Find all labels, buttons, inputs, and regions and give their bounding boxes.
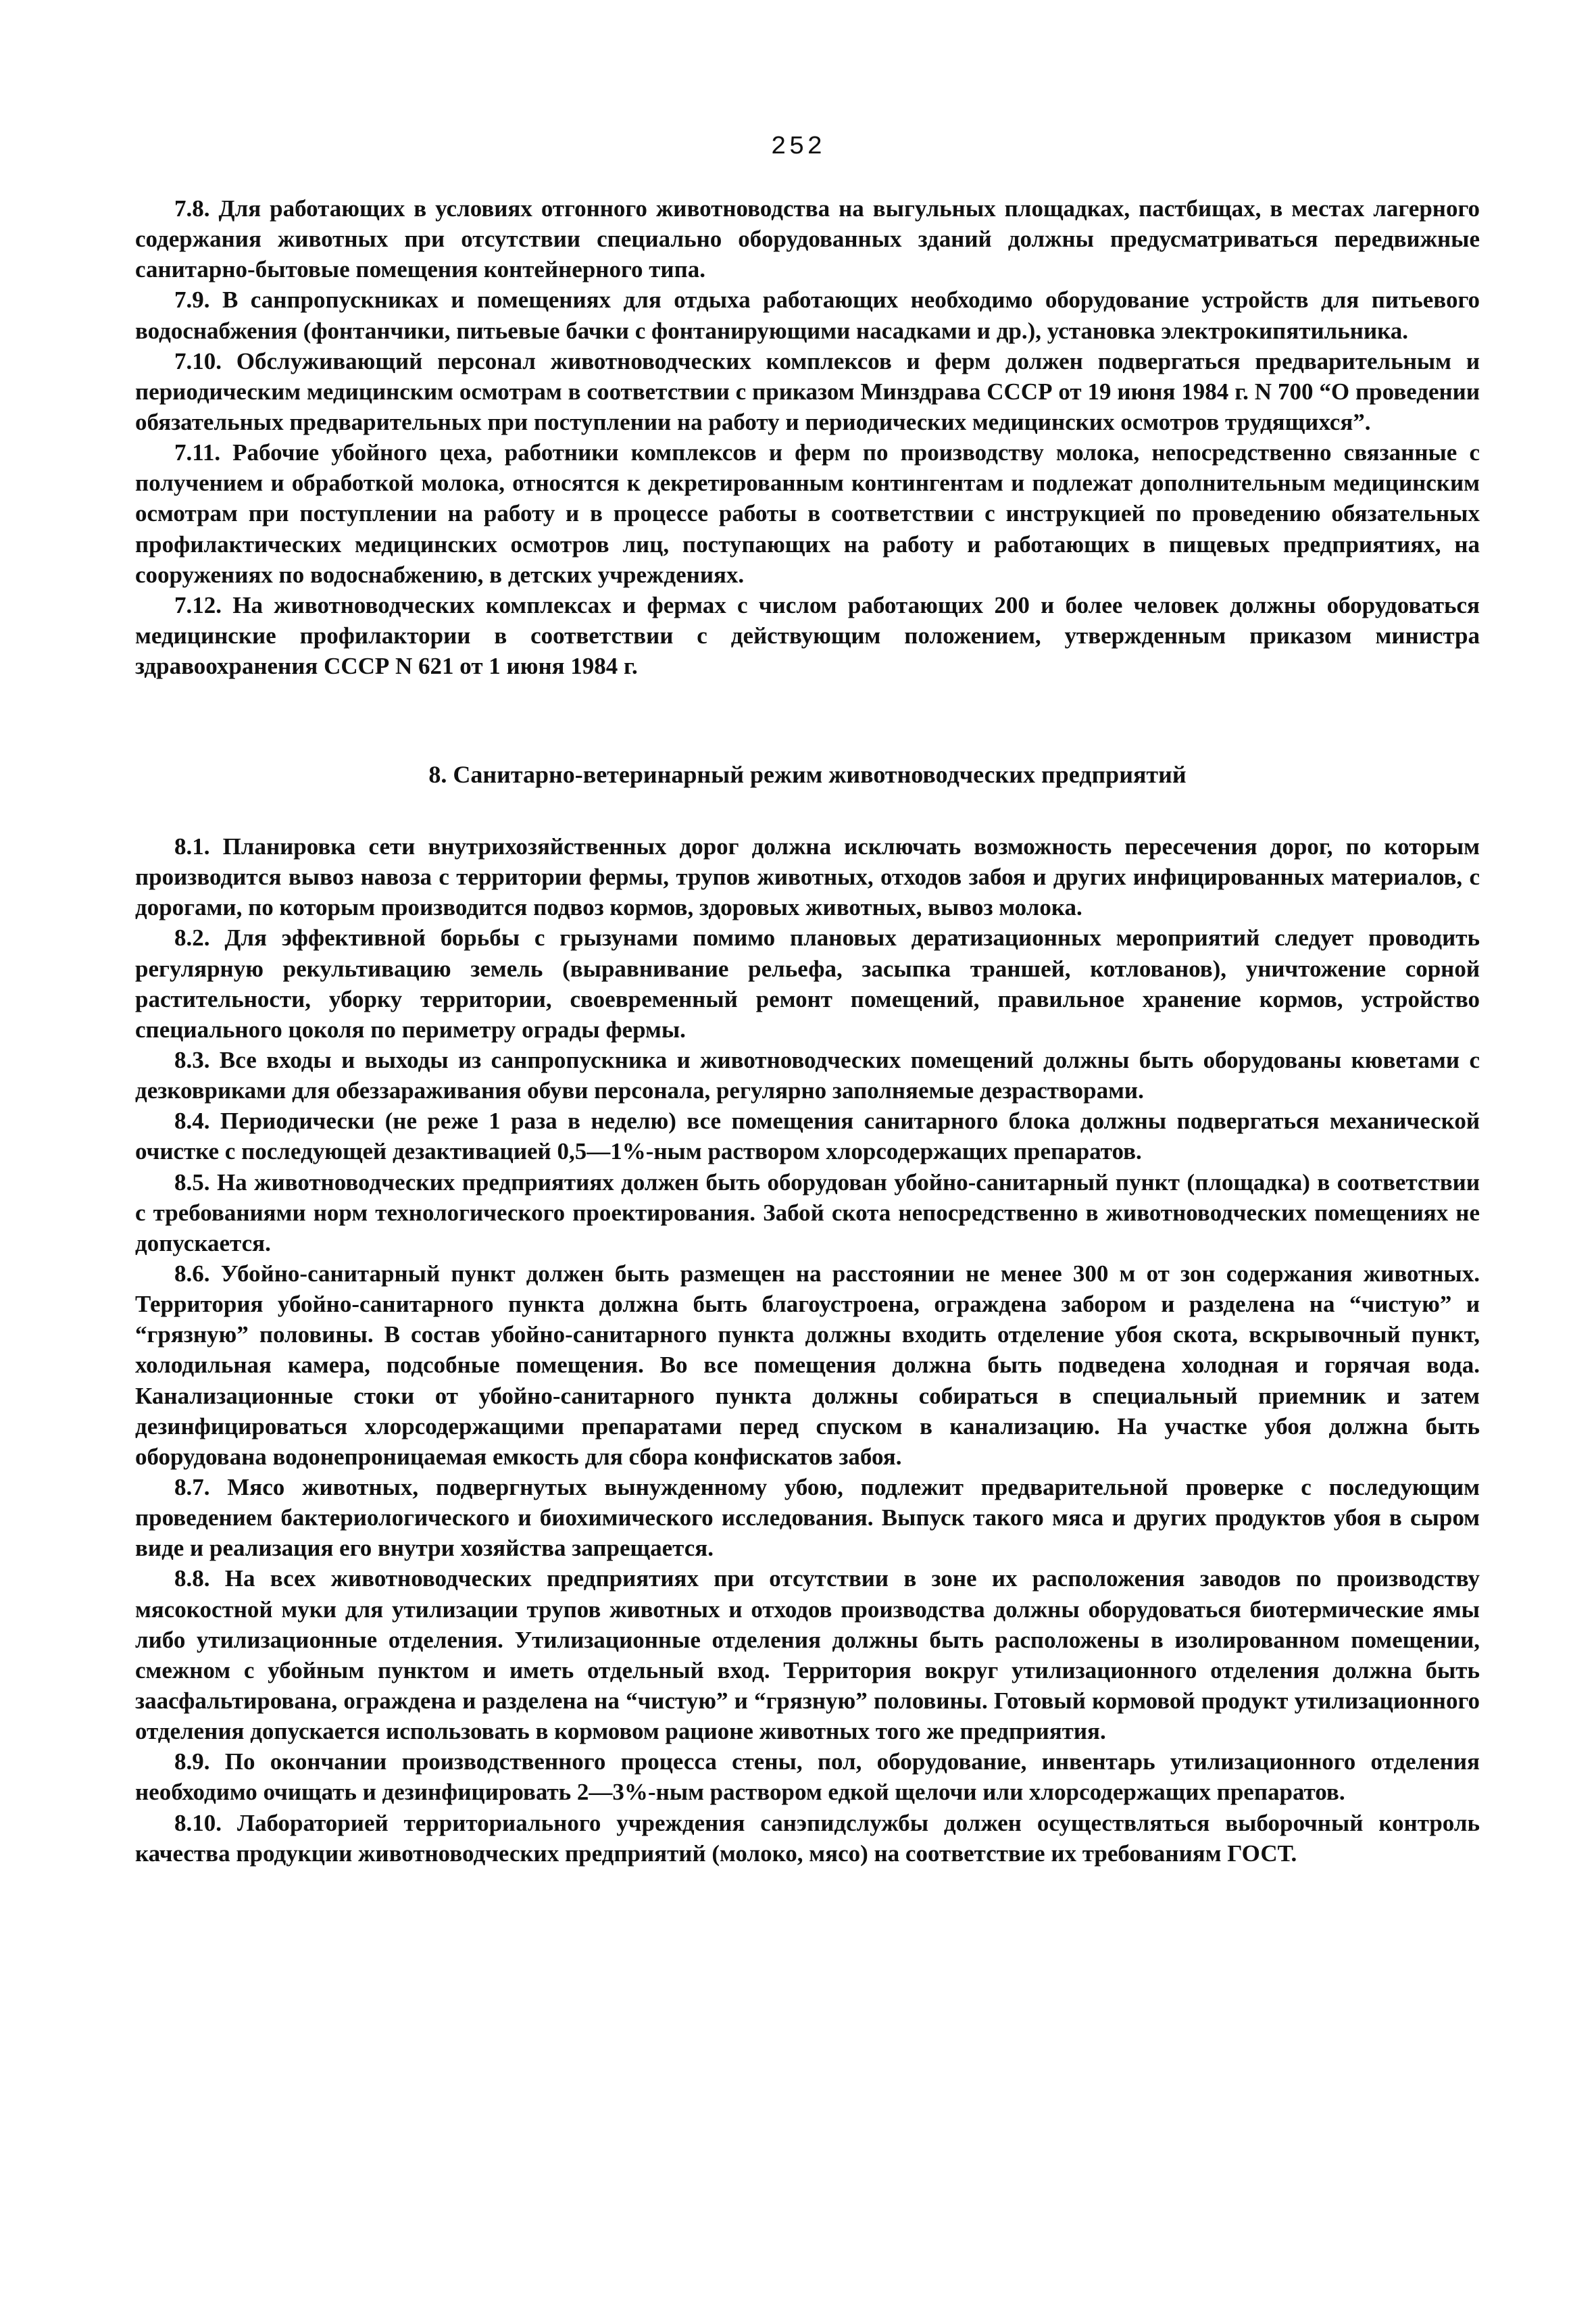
paragraph-8-4: 8.4. Периодически (не реже 1 раза в неделю) все помещения санитарного блока должны подвергаться механической очистке с последующей дезактивацией 0,5—1%-ным раствором хлорсодержащих препаратов. — [135, 1108, 1480, 1165]
paragraph-8-9: 8.9. По окончании производственного процесса стены, пол, оборудование, инвентарь утилизационного отделения необходимо очищать и дезинфицировать 2—3%-ным раствором едкой щелочи или хлорсодержащих препаратов. — [135, 1748, 1480, 1806]
paragraph-8-10: 8.10. Лабораторией территориального учреждения санэпидслужбы должен осуществляться выборочный контроль качества продукции животноводческих предприятий (молоко, мясо) на соответствие их требованиям ГОСТ. — [135, 1809, 1480, 1867]
paragraph-8-5: 8.5. На животноводческих предприятиях должен быть оборудован убойно-санитарный пункт (площадка) в соответствии с требованиями норм технологического проектирования. Забой скота непосредственно в животноводческих помещениях не допускается. — [135, 1168, 1480, 1256]
page-number: 252 — [770, 132, 826, 162]
paragraph-8-6: 8.6. Убойно-санитарный пункт должен быть размещен на расстоянии не менее 300 м от зон содержания животных. Территория убойно-санитарного пункта должна быть благоустроена, ограждена забором и разделена на “чистую” и “грязную” половины. В состав убойно-санитарного пункта должны входить отделение убоя скота, вскрывочный пункт, холодильная камера, подсобные помещения. Во все помещения должна быть подведена холодная и горячая вода. Канализационные стоки от убойно-санитарного пункта должны собираться в специальный приемник и затем дезинфицироваться хлорсодержащими препаратами перед спуском в канализацию. На участке убоя должна быть оборудована водонепроницаемая емкость для сбора конфискатов забоя. — [135, 1260, 1480, 1470]
paragraph-8-1: 8.1. Планировка сети внутрихозяйственных дорог должна исключать возможность пересечения дорог, по которым производится вывоз навоза с территории фермы, трупов животных, отходов забоя и других инфицированных материалов, с дорогами, по которым производится подвоз кормов, здоровых животных, вывоз молока. — [135, 833, 1480, 921]
section-8-paragraphs — [135, 831, 1480, 1869]
paragraph-8-7: 8.7. Мясо животных, подвергнутых вынужденному убою, подлежит предварительной проверке с последующим проведением бактериологического и биохимического исследования. Выпуск такого мяса и других продуктов убоя в сыром виде и реализация его внутри хозяйства запрещается. — [135, 1473, 1480, 1562]
paragraph-8-3: 8.3. Все входы и выходы из санпропускника и животноводческих помещений должны быть оборудованы кюветами с дезковриками для обеззараживания обуви персонала, регулярно заполняемые дезрастворами. — [135, 1046, 1480, 1104]
paragraph-7-12: 7.12. На животноводческих комплексах и фермах с числом работающих 200 и более человек должны оборудоваться медицинские профилактории в соответствии с действующим положением, утвержденным приказом министра здравоохранения СССР N 621 от 1 июня 1984 г. — [135, 591, 1480, 680]
paragraph-7-11: 7.11. Рабочие убойного цеха, работники комплексов и ферм по производству молока, непосредственно связанные с получением и обработкой молока, относятся к декретированным контингентам и подлежат дополнительным медицинским осмотрам при поступлении на работу и в процессе работы в соответствии с инструкцией по проведению обязательных профилактических медицинских осмотров лиц, поступающих на работу и работающих в пищевых предприятиях, на сооружениях по водоснабжению, в детских учреждениях. — [135, 439, 1480, 588]
paragraph-7-8: 7.8. Для работающих в условиях отгонного животноводства на выгульных площадках, пастбищах, в местах лагерного содержания животных при отсутствии специально оборудованных зданий должны предусматриваться передвижные санитарно-бытовые помещения контейнерного типа. — [135, 195, 1480, 283]
paragraph-7-10: 7.10. Обслуживающий персонал животноводческих комплексов и ферм должен подвергаться предварительным и периодическим медицинским осмотрам в соответствии с приказом Минздрава СССР от 19 июня 1984 г. N 700 “О проведении обязательных предварительных при поступлении на работу и периодических медицинских осмотров трудящихся”. — [135, 347, 1480, 435]
paragraph-8-2: 8.2. Для эффективной борьбы с грызунами помимо плановых дератизационных мероприятий следует проводить регулярную рекультивацию земель (выравнивание рельефа, засыпка траншей, котлованов), уничтожение сорной растительности, уборку территории, своевременный ремонт помещений, правильное хранение кормов, устройство специального цоколя по периметру ограды фермы. — [135, 925, 1480, 1043]
paragraph-8-8: 8.8. На всех животноводческих предприятиях при отсутствии в зоне их расположения заводов по производству мясокостной муки для утилизации трупов животных и отходов производства должны оборудоваться биотермические ямы либо утилизационные отделения. Утилизационные отделения должны быть расположены в изолированном помещении, смежном с убойным пунктом и иметь отдельный вход. Территория вокруг утилизационного отделения должна быть заасфальтирована, ограждена и разделена на “чистую” и “грязную” половины. Готовый кормовой продукт утилизационного отделения допускается использовать в кормовом рационе животных того же предприятия. — [135, 1565, 1480, 1745]
section-7-paragraphs — [135, 193, 1480, 681]
paragraph-7-9: 7.9. В санпропускниках и помещениях для отдыха работающих необходимо оборудование устройств для питьевого водоснабжения (фонтанчики, питьевые бачки с фонтанирующими насадками и др.), установка электрокипятильника. — [135, 287, 1480, 344]
section-8-heading: 8. Санитарно-ветеринарный режим животноводческих предприятий — [428, 761, 1187, 788]
